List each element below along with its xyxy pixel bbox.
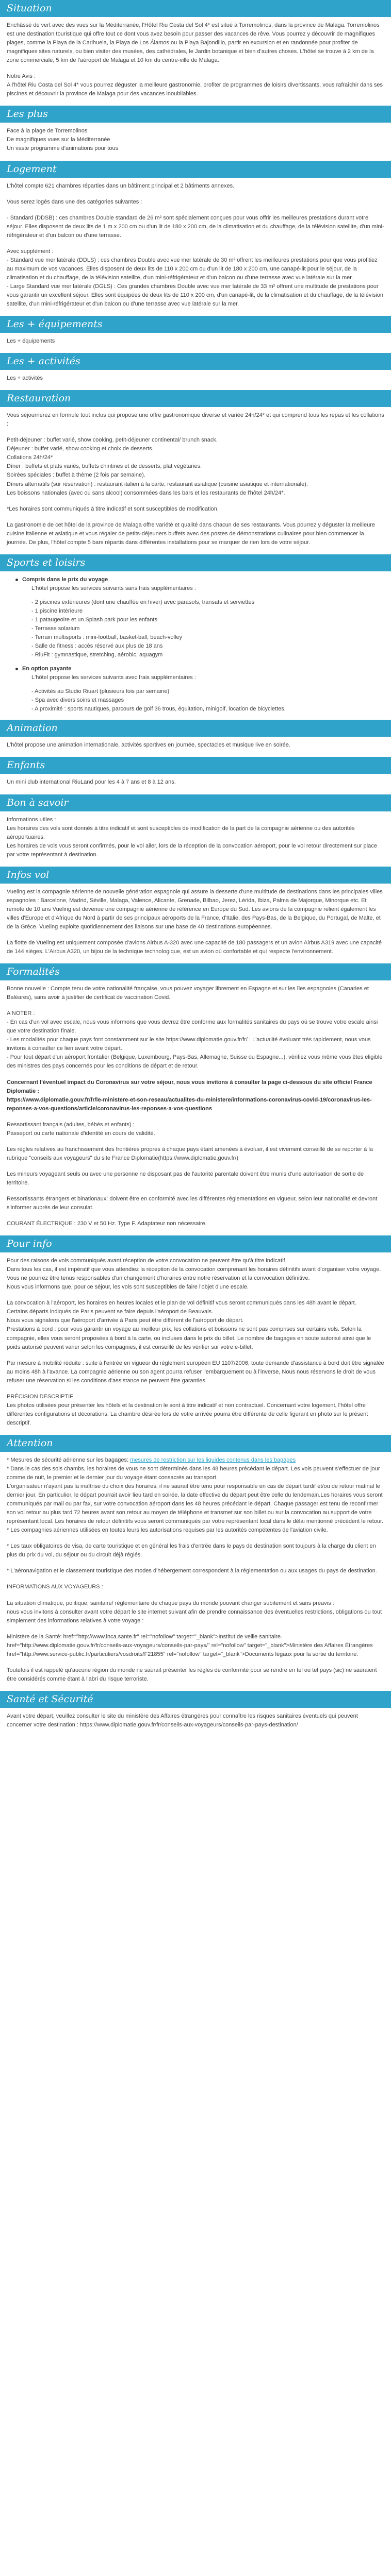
paragraph: Pour des raisons de vols communiqués avant réception de votre convocation ne peuvent être qu'à titre indicatif. Dans tous les cas, il est impératif que vous attendiez la réception de la convocation comprenant les horaires définitifs avant d'organiser votre voyage. Vous ne pourrez être tenus responsables d'un changement d'horaires entre notre réservation et la convocation définitive. Nous vous informons que, pour ce séjour, les vols sont susceptibles de faire l'objet d'une escale. xyxy=(7,1258,381,1291)
paragraph: Ressortissants étrangers et binationaux: doivent être en conformité avec les différentes réglementations en vigueur, selon leur nationalité et devront s'informer auprès de leur consulat. xyxy=(7,1195,378,1211)
paragraph: Ministère de la Santé: href="http://www.inca.sante.fr" rel="nofollow" target="_blank">Institut de veille sanitaire. href="http://www.diplomatie.gouv.fr/fr/conseils-aux-voyageurs/conseils-par-pays/" rel="nofollow" target="_blank">Ministère des Affaires Étrangères href="http://www.service-public.fr/particuliers/vosdroits/F21855" rel="nofollow" target="_blank">Documents légaux pour la sortie du territoire. xyxy=(7,1633,373,1657)
section-sante-securite xyxy=(0,1691,391,1730)
paragraph: La convocation à l'aéroport, les horaires en heures locales et le plan de vol définitif vous seront communiqués dans les 48h avant le départ. Certains départs indiqués de Paris peuvent se faire depuis l'aéroport de Beauvais. Nous vous signalons que l'aéroport d'arrivée à Paris peut être différent de l'aéroport de départ. Prestations à bord : pour vous garantir un voyage au meilleur prix, les collations et boissons ne sont pas comprises sur certains vols. Selon la compagnie, elles vous seront proposées à bord à la carte, ou incluses dans le prix du billet. Le nombre de bagages en soute autorisé ainsi que le poids autorisé peuvent varier selon les compagnies, il est conseillé de les vérifier sur votre e-billet. xyxy=(7,1300,371,1350)
paragraph: Enchâssé de vert avec des vues sur la Méditerranée, l'Hôtel Riu Costa del Sol 4* est situé à Torremolinos, dans la province de Malaga. Torremolinos est une destination touristique qui offre tout ce dont vous avez besoin pour passer des vacances de rêve. Vous pourrez y découvrir de magnifiques plages, comme la Playa de la Carihuela, la Playa de Los Álamos ou la Playa Bajondillo, partir en excursion et en randonnée pour profiter de magnifiques sites naturels, ou bien visiter des musées, des cathédrales, le Jardin botanique et bien d'autres choses. L'hôtel se trouve à 2 km de la zone commerciale, 5 km de l'aéroport de Malaga et 10 km du centre-ville de Malaga. xyxy=(7,22,380,64)
section-header: Les + équipements xyxy=(0,316,391,333)
paragraph: - Standard (DDSB) : ces chambres Double standard de 26 m² sont spécialement conçues pour vous offrir les meilleures prestations durant votre séjour. Elles disposent de deux lits de 1 m x 200 cm ou d'un lit de 180 x 200 cm, de la climatisation et du chauffage, de la télévision satellite, d'un mini-réfrigérateur et d'un balcon ou d'une terrasse. xyxy=(7,214,384,239)
paragraph: Concernant l'éventuel impact du Coronavirus sur votre séjour, nous vous invitons à consulter la page ci-dessous du site officiel France Diplomatie : https://www.diplomatie.gouv.fr/fr/le-ministere-et-son-reseau/actualites-du-ministere/informations-coronavirus-covid-19/coronavirus-les-reponses-a-vos-questions/article/coronavirus-les-reponses-a-vos-questions xyxy=(7,1079,372,1112)
paragraph: * Les taux obligatoires de visa, de carte touristique et en général les frais d'entrée dans le pays de destination sont toujours à la charge du client en plus du prix du vol, du séjour ou du circuit déjà réglés. xyxy=(7,1543,376,1558)
section-header: Enfants xyxy=(0,757,391,774)
paragraph: La situation climatique, politique, sanitaire/ réglementaire de chaque pays du monde pouvant changer subitement et sans préavis : nous vous invitons à consulter avant votre départ le site internet suivant afin de prendre connaissance des éventuelles restrictions, obligations ou tout simplement des informations relatives à votre voyage : xyxy=(7,1600,382,1624)
paragraph: Un mini club international RiuLand pour les 4 à 7 ans et 8 à 12 ans. xyxy=(7,779,176,786)
paragraph: La flotte de Vueling est uniquement composée d'avions Airbus A-320 avec une capacité de 180 passagers et un avion Airbus A319 avec une capacité de 144 sièges. L'Airbus A320, un bijou de la technique technologique, est un avion où confortable et qui respecte l'environnement. xyxy=(7,940,382,955)
paragraph: - Activités au Studio Riuart (plusieurs fois par semaine) - Spa avec divers soins et massages - A proximité : sports nautiques, parcours de golf 36 trous, équitation, minigolf, location de bicyclettes. xyxy=(31,688,286,713)
paragraph: * L'aéronavigation et le classement touristique des modes d'hébergement correspondent à la réglementation ou aux usages du pays de destination. xyxy=(7,1568,377,1574)
section-attention xyxy=(0,1435,391,1684)
text: * Dans le cas des sols chambs, les horaires de vous ne sont déterminés dans les 48 heures précédant le départ. Les vols peuvent s'effectuer de jour comme de nuit, le premier et le dernier jour du voyage étant consacrés au transport. L'organisateur n'ayant pas la maîtrise du choix des horaires, il ne saurait être tenu pour responsable en cas de départ tardif et/ou de retour matinal le dernier jour. En particulier, le départ pourrait avoir lieu tard en soirée, la date effective du départ peut être celle du lendemain.Les horaires vous seront communiqués par mail ou par fax, sur votre convocation aéroport dans les 48 heures précédant le départ. Chaque passager est tenu de reconfirmer son vol retour au plus tard 72 heures avant son retour au moyen de téléphone et transmet sur son billet ou sur la convocation au support de votre représentant local. Les horaires de retour définitifs vous seront communiqués par votre représentant local dans le délai mentionné précédent le retour. * Les compagnies aériennes utilisées en toutes leurs les autorisations requises par les autorités compétentes de l'aviation civile. xyxy=(7,1465,384,1534)
paragraph: Informations utiles : Les horaires des vols sont donnés à titre indicatif et sont susceptibles de modification de la part de la compagnie aérienne ou des autorités aéroportuaires. Les horaires de vols vous seront confirmés, pour le vol aller, lors de la réception de la convocation aéroport, pour le vol retour directement sur place par votre représentant à destination. xyxy=(7,816,377,858)
section-logement xyxy=(0,161,391,309)
plus-line: Face à la plage de Torremolinos xyxy=(7,128,88,134)
section-header: Les plus xyxy=(0,106,391,123)
paragraph: L'hôtel propose une animation internationale, activités sportives en journée, spectacles et musique live en soirée. xyxy=(7,742,290,749)
paragraph: COURANT ÉLECTRIQUE : 230 V et 50 Hz. Type F. Adaptateur non nécessaire. xyxy=(7,1221,207,1227)
section-header: Infos vol xyxy=(0,867,391,884)
section-bon-a-savoir xyxy=(0,794,391,859)
section-sports-loisirs xyxy=(0,554,391,714)
section-les-plus xyxy=(0,106,391,153)
paragraph: Ressortissant français (adultes, bébés et enfants) : Passeport ou carte nationale d'identité en cours de validité. xyxy=(7,1121,155,1137)
text: * Mesures de sécurité aérienne sur les bagages: xyxy=(7,1456,131,1463)
paragraph: PRÉCISION DESCRIPTIF Les photos utilisées pour présenter les hôtels et la destination le sont à titre indicatif et non contractuel. Concernant votre logement, l'hôtel offre différentes configurations et décorations. La chambre désirée lors de votre arrivée pourra être différente de celle figurant en photo sur le présent descriptif. xyxy=(7,1393,368,1426)
paragraph: Petit-déjeuner : buffet varié, show cooking, petit-déjeuner continental/ brunch snack. Déjeuner : buffet varié, show cooking et choix de desserts. Collations 24h/24* Dîner : buffets et plats variés, buffets chintines et de desserts, plat végétaries. Soirées spéciales : buffet à thème (2 fois par semaine). Dîners alternatifs (sur réservation) : restaurant italien à la carte, restaurant asiatique (cuisine asiatique et internationale). Les boissons nationales (avec ou sans alcool) consommées dans les bars et les restaurants de l'hôtel 24h/24*. xyxy=(7,437,308,496)
section-animation xyxy=(0,720,391,750)
paragraph: L'hôtel propose les services suivants avec frais supplémentaires : xyxy=(31,674,196,681)
paragraph: Les règles relatives au franchissement des frontières propres à chaque pays étant amenées à évoluer, il est vivement conseillé de se reporter à la rubrique "conseils aux voyageurs" du site France Diplomatie(https://www.diplomatie.gouv.fr/) xyxy=(7,1146,373,1161)
section-header: Attention xyxy=(0,1435,391,1452)
list-item xyxy=(22,665,384,714)
paragraph: Vueling est la compagnie aérienne de nouvelle génération espagnole qui assure la desserte d'une multitude de destinations dans les principales villes espagnoles : Barcelone, Madrid, Séville, Malaga, Valence, Alicante, Grenade, Bilbao, Jerez, Lérida, Ibiza, Palma de Majorque, Minorque etc. Et remote de 10 ans Vueling est devenue une compagnie aérienne de référence en Europe du Sud. Les avions de la compagnie relient également les villes d'Europe et d'Afrique du Nord à partir de ses principaux aéroports de la France, d'Italie, des Pays-Bas, de la Belgique, du Portugal, de Malte, et de la Grèce. Vueling exploite quotidiennement des liaisons sur une base de 40 destinations européennes. xyxy=(7,888,383,930)
section-equipements xyxy=(0,316,391,346)
paragraph: Par mesure à mobilité réduite : suite à l'entrée en vigueur du règlement européen EU 1107/2006, toute demande d'assistance à bord doit être signalée au moins 48h à l'avance. La compagnie aérienne ou son agent pourra refuser l'embarquement ou à l'inverse, Nous nous réservons le droit de vous refuser une réservation si les conditions d'assistance ne peuvent être garanties. xyxy=(7,1360,384,1384)
plus-line: Un vaste programme d'animations pour tous xyxy=(7,145,119,152)
paragraph: INFORMATIONS AUX VOYAGEURS : xyxy=(7,1584,103,1590)
paragraph: Avec supplément : - Standard vue mer latérale (DDLS) : ces chambres Double avec vue mer latérale de 30 m² offrent les meilleures prestations pour que vous profitiez au maximum de vos vacances. Elles disposent de deux lits de 110 x 200 cm ou d'un lit de 180 x 200 cm, une canapé-lit pour le séjour, de la climatisation et du chauffage, de la télévision satellite, d'un mini-réfrigérateur et d'un balcon ou d'une terrasse avec vue latérale sur la mer. - Large Standard vue mer latérale (DGLS) : Ces grandes chambres Double avec vue mer latérale de 33 m² offrent une multitude de prestations pour vous garantir un excellent séjour. Elles sont équipées de deux lits de 110 x 200 cm, d'un canapé-lit, de la climatisation et du chauffage, de la télévision satellite, d'un mini-réfrigérateur et d'un balcon ou d'une terrasse avec vue latérale sur la mer. xyxy=(7,248,383,308)
section-header: Situation xyxy=(0,0,391,17)
paragraph: Les mineurs voyageant seuls ou avec une personne ne disposant pas de l'autorité parentale doivent être munis d'une autorisation de sortie de territoire. xyxy=(7,1171,364,1186)
section-header: Bon à savoir xyxy=(0,794,391,811)
paragraph: L'hôtel compte 621 chambres réparties dans un bâtiment principal et 2 bâtiments annexes. xyxy=(7,182,235,189)
section-restauration xyxy=(0,390,391,547)
list-item xyxy=(22,575,384,659)
section-header: Logement xyxy=(0,161,391,178)
section-header: Formalités xyxy=(0,963,391,980)
section-header: Pour info xyxy=(0,1235,391,1252)
section-infos-vol xyxy=(0,867,391,956)
paragraph: Bonne nouvelle : Compte tenu de votre nationalité française, vous pouvez voyager librement en Espagne et sur les îles espagnoles (Canaries et Baléares), sans avoir à justifier de certificat de vaccination Covid. xyxy=(7,986,369,1001)
paragraph xyxy=(7,1456,384,1535)
section-enfants xyxy=(0,757,391,787)
paragraph: A NOTER : - En cas d'un vol avec escale, nous vous informons que vous devrez être conforme aux formalités sanitaires du pays où se trouve votre escale ainsi que votre destination finale. - Les modalités pour chaque pays font constamment sur le site https://www.diplomatie.gouv.fr/fr/ : L'actualité évoluant très rapidement, nous vous invitons à consulter ce lien avant votre départ. - Pour tout départ d'un aéroport frontalier (Belgique, Luxembourg, Pays-Bas, Allemagne, Suisse ou Espagne...), vérifiez vous même vous êtes eligible des ministres des pays concernés pour les conditions de départ et de retour. xyxy=(7,1010,383,1070)
section-header: Les + activités xyxy=(0,353,391,370)
paragraph: Vous séjournerez en formule tout inclus qui propose une offre gastronomique diverse et variée 24h/24* et qui comprend tous les repas et les collations : xyxy=(7,412,384,428)
paragraph: *Les horaires sont communiqués à titre indicatif et sont susceptibles de modification. xyxy=(7,505,219,512)
bullet-title: En option payante xyxy=(22,666,72,672)
paragraph: Avant votre départ, veuillez consulter le site du ministère des Affaires étrangères pour connaître les risques sanitaires éventuels qui peuvent concerner votre destination : https://www.diplomatie.gouv.fr/fr/conseils-aux-voyageurs/conseils-par-pays-destination/ xyxy=(7,1713,358,1728)
section-situation xyxy=(0,0,391,98)
section-formalites xyxy=(0,963,391,1228)
section-header: Restauration xyxy=(0,390,391,407)
section-header: Animation xyxy=(0,720,391,737)
section-pour-info xyxy=(0,1235,391,1428)
paragraph: Les + équipements xyxy=(7,338,55,345)
paragraph: La gastronomie de cet hôtel de la province de Malaga offre variété et qualité dans chacun de ses restaurants. Vous pourrez y déguster la meilleure cuisine italienne et asiatique et vous régaler de petits-déjeuners buffets avec des postes de démonstrations culinaires pour bien commencer la journée. De plus, l'hôtel compte 5 bars répartis dans différentes installations pour se marquer de rien lors de votre séjour. xyxy=(7,521,376,546)
paragraph: L'hôtel propose les services suivants sans frais supplémentaires : xyxy=(31,585,196,591)
plus-line: De magnifiques vues sur la Méditerranée xyxy=(7,137,110,143)
paragraph: Les + activités xyxy=(7,375,43,382)
bullet-title: Compris dans le prix du voyage xyxy=(22,576,108,583)
paragraph: Toutefois il est rappelé qu'aucune région du monde ne saurait présenter les règles de conformité pour se rendre en tel ou tel pays (sic) ne sauraient être considérés comme étant à l'abri du risque terroriste. xyxy=(7,1667,377,1682)
section-header: Santé et Sécurité xyxy=(0,1691,391,1708)
paragraph: - 2 piscines extérieures (dont une chauffée en hiver) avec parasols, transats et serviettes - 1 piscine intérieure - 1 pataugeoire et un Splash park pour les enfants - Terrasse solarium - Terrain multisports : mini-football, basket-ball, beach-volley - Salle de fitness : accès réservé aux plus de 18 ans - RiuFit : gymnastique, stretching, aérobic, aquagym xyxy=(31,599,255,658)
section-header: Sports et loisirs xyxy=(0,554,391,571)
section-activites xyxy=(0,353,391,383)
paragraph: Notre Avis : A l'hôtel Riu Costa del Sol 4* vous pourrez déguster la meilleure gastronomie, profiter de programmes de loisirs divertissants, vous rafraîchir dans ses piscines et découvrir la province de Malaga pour des vacances inoubliables. xyxy=(7,73,383,97)
paragraph: Vous serez logés dans une des catégories suivantes : xyxy=(7,198,142,205)
baggage-liquids-link[interactable]: mesures de restriction sur les liquides contenus dans les bagages xyxy=(130,1456,296,1463)
